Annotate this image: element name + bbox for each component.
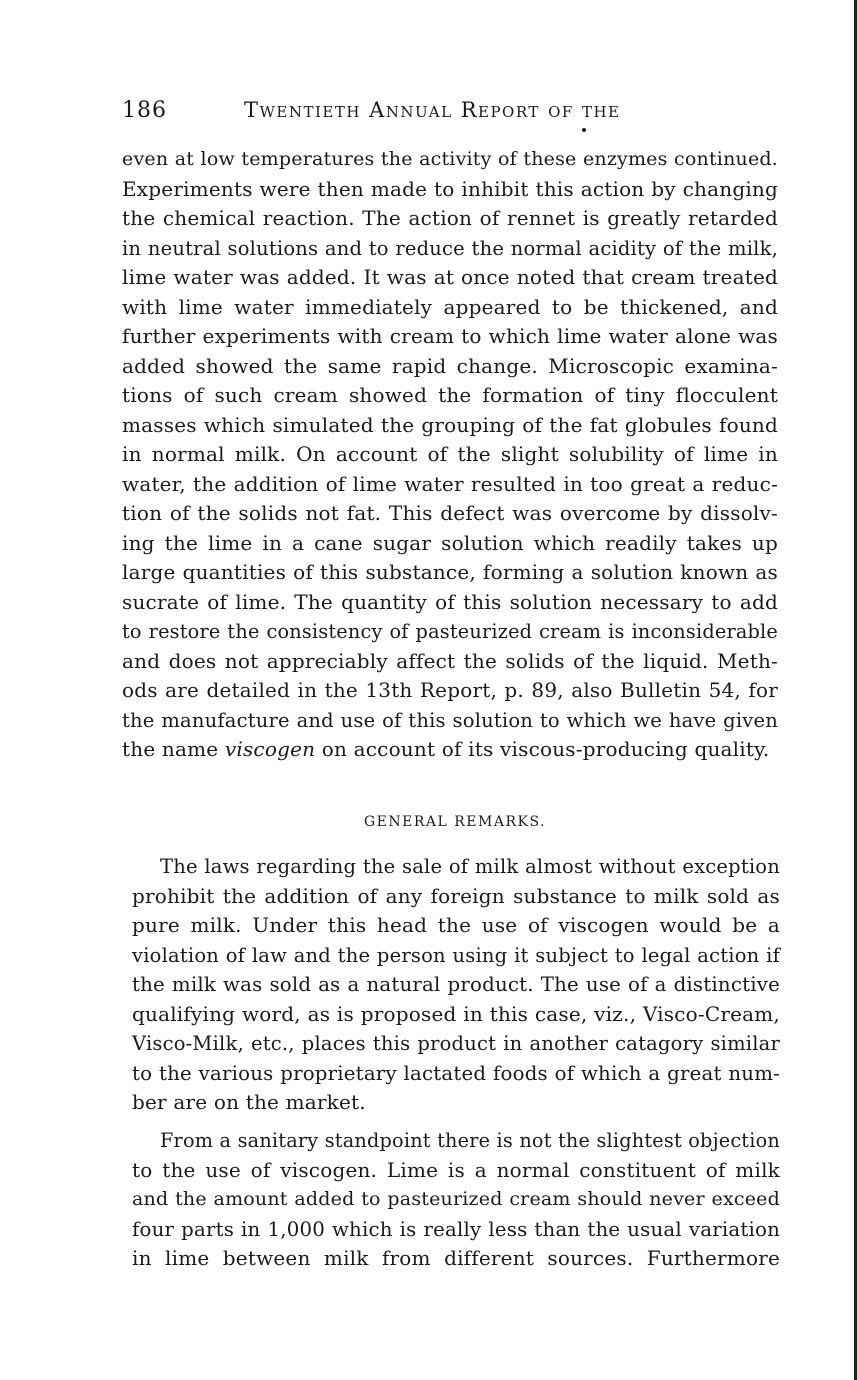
text-fragment: on account of its viscous-producing quality. (315, 737, 770, 761)
text-line: in normal milk. On account of the slight solubility of lime in (122, 442, 778, 466)
text-line: ing the lime in a cane sugar solution which readily takes up (122, 530, 778, 555)
text-line: and does not appreciably affect the solids of the liquid. Meth- (122, 648, 778, 673)
text-line: water, the addition of lime water resulted in too great a reduc- (122, 471, 778, 496)
text-line: the chemical reaction. The action of rennet is greatly retarded (122, 206, 778, 230)
page-number: 186 (122, 98, 167, 123)
italic-term-viscogen: viscogen (224, 737, 316, 761)
text-line: large quantities of this substance, forming a solution known as (122, 560, 778, 584)
paragraph-viscogen-preparation (122, 145, 778, 765)
text-line: further experiments with cream to which lime water alone was (122, 324, 778, 348)
text-line: sucrate of lime. The quantity of this solution necessary to add (122, 589, 778, 614)
text-line: in lime between milk from different sources. Furthermore (132, 1246, 780, 1270)
text-line: The laws regarding the sale of milk almost without exception (160, 855, 780, 878)
text-line: and the amount added to pasteurized cream should never exceed (132, 1188, 780, 1210)
text-line: Visco-Milk, etc., places this product in another catagory similar (132, 1032, 780, 1055)
text-line: to the various proprietary lactated foods of which a great num- (132, 1061, 780, 1085)
paragraph-sanitary (132, 1126, 780, 1274)
text-line: the milk was sold as a natural product. The use of a distinctive (132, 973, 780, 996)
text-line: From a sanitary standpoint there is not the slightest objection (160, 1129, 780, 1152)
text-line: violation of law and the person using it subject to legal action if (132, 943, 780, 967)
text-line: tion of the solids not fat. This defect was overcome by dissolv- (122, 501, 778, 525)
text-fragment: the name (122, 737, 225, 761)
running-head: Twentieth Annual Report of the (244, 98, 621, 122)
section-heading-general-remarks: GENERAL REMARKS. (363, 814, 547, 830)
text-line: even at low temperatures the activity of these enzymes continued. (122, 148, 778, 170)
text-line: pure milk. Under this head the use of viscogen would be a (132, 913, 780, 937)
text-line: Experiments were then made to inhibit this action by changing (122, 176, 778, 201)
text-line: four parts in 1,000 which is really less than the usual variation (132, 1217, 780, 1241)
text-line: added showed the same rapid change. Microscopic examina- (122, 353, 778, 378)
text-line-last (122, 735, 778, 765)
text-line: lime water was added. It was at once noted that cream treated (122, 265, 778, 289)
text-line: ods are detailed in the 13th Report, p. 89, also Bulletin 54, for (122, 678, 778, 702)
text-line: prohibit the addition of any foreign substance to milk sold as (132, 883, 780, 908)
text-line: to the use of viscogen. Lime is a normal constituent of milk (132, 1157, 780, 1182)
text-line: ber are on the market. (132, 1090, 366, 1114)
paragraph-laws (132, 852, 780, 1118)
text-line: tions of such cream showed the formation of tiny flocculent (122, 383, 778, 407)
text-line: in neutral solutions and to reduce the normal acidity of the milk, (122, 236, 778, 260)
text-line: with lime water immediately appeared to be thickened, and (122, 294, 778, 319)
page-header (122, 98, 652, 134)
text-line: the manufacture and use of this solution to which we have given (122, 708, 778, 732)
text-line: to restore the consistency of pasteurized cream is inconsiderable (122, 620, 778, 643)
text-line: qualifying word, as is proposed in this case, viz., Visco-Cream, (132, 1001, 780, 1026)
header-dot-mark (582, 128, 586, 132)
text-line: masses which simulated the grouping of the fat globules found (122, 412, 778, 437)
